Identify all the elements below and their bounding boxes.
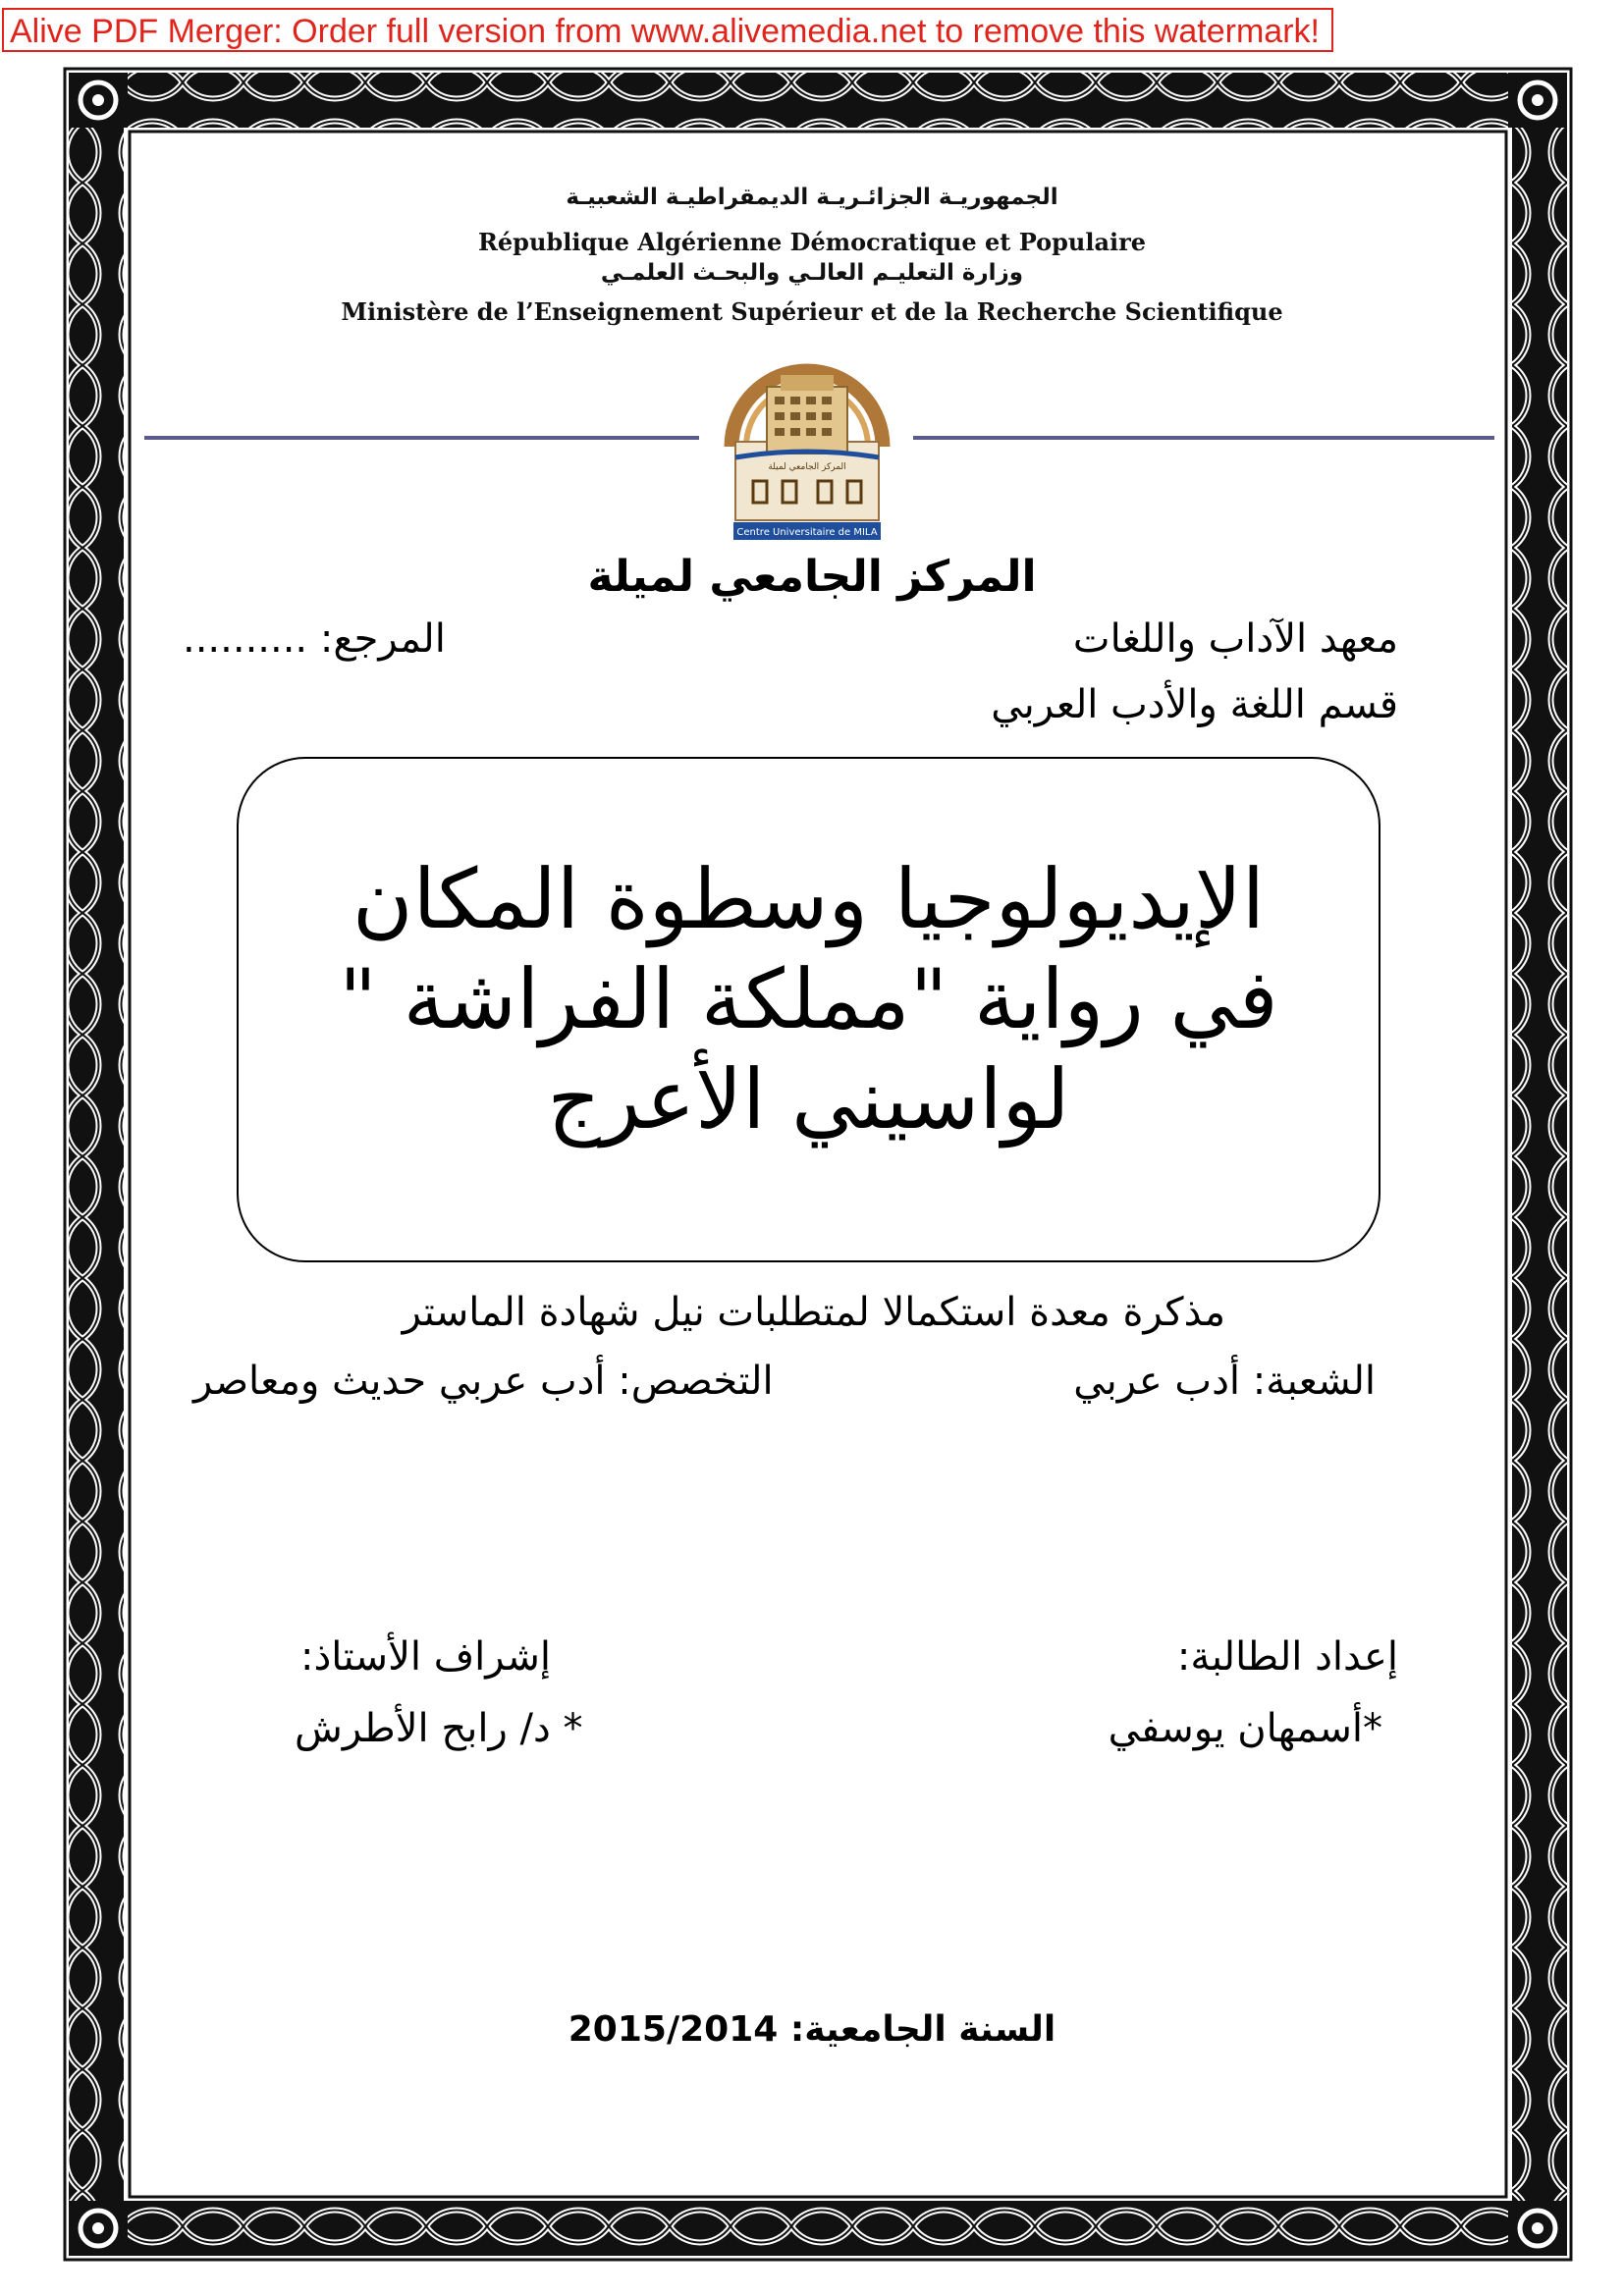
watermark-banner: Alive PDF Merger: Order full version from www.alivemedia.net to remove this watermark!: [2, 8, 1333, 52]
thesis-title-line-3: لواسيني الأعرج: [547, 1051, 1070, 1148]
thesis-title-line-2: في رواية "مملكة الفراشة ": [339, 951, 1278, 1047]
logo-inner-label: المركز الجامعي لميلة: [768, 462, 846, 472]
header-rule-right: [913, 436, 1494, 440]
logo-caption: Centre Universitaire de MILA: [736, 527, 878, 538]
academic-year: السنة الجامعية: 2015/2014: [568, 2009, 1056, 2050]
ministry-arabic: وزارة التعليـم العالـي والبحـث العلمـي: [600, 260, 1024, 286]
republic-arabic: الجمهوريـة الجزائـريـة الديمقراطيـة الشعبيـة: [566, 185, 1058, 210]
university-logo: [724, 353, 891, 542]
institute-name: معهد الآداب واللغات: [1072, 616, 1398, 662]
supervisor-name: * د/ رابح الأطرش: [295, 1706, 583, 1751]
header-rule-left: [144, 436, 699, 440]
republic-french: République Algérienne Démocratique et Populaire: [477, 228, 1147, 256]
department-name: قسم اللغة والأدب العربي: [991, 682, 1398, 727]
supervisor-label: إشراف الأستاذ:: [300, 1634, 551, 1680]
reference-field: المرجع: ..........: [183, 616, 446, 662]
prepared-by-label: إعداد الطالبة:: [1176, 1634, 1398, 1680]
ministry-french: Ministère de l’Enseignement Supérieur et de la Recherche Scientifique: [341, 297, 1283, 326]
student-name: *أسمهان يوسفي: [1108, 1706, 1382, 1751]
thesis-title-line-1: الإيديولوجيا وسطوة المكان: [352, 851, 1266, 947]
specialty-field: التخصص: أدب عربي حديث ومعاصر: [193, 1359, 774, 1404]
institution-name: المركز الجامعي لميلة: [587, 552, 1037, 602]
branch-field: الشعبة: أدب عربي: [1073, 1359, 1376, 1404]
memo-description: مذكرة معدة استكمالا لمتطلبات نيل شهادة الماستر: [402, 1290, 1225, 1335]
